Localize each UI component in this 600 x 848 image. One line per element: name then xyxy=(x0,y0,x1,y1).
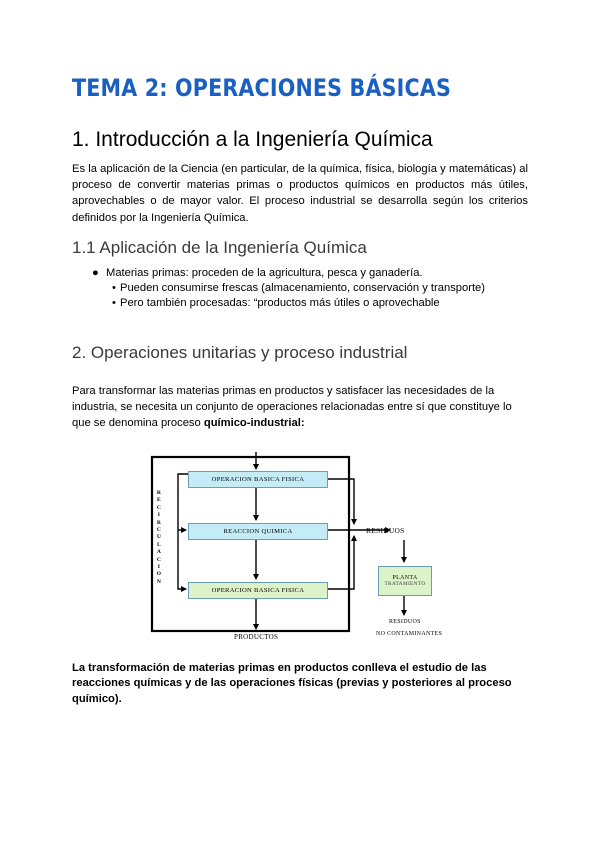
box-label: OPERACION BASICA FISICA xyxy=(211,587,305,594)
box-planta-tratamiento xyxy=(378,566,432,596)
process-paragraph xyxy=(72,383,524,432)
recirculacion-label: RECIRCULACION xyxy=(156,490,162,585)
sub-bullet-text: Pero también procesadas: “productos más útiles o aprovechable xyxy=(120,297,440,309)
box-reaccion-quimica xyxy=(188,523,328,540)
sub-bullet-text: Pueden consumirse frescas (almacenamiento, conservación y transporte) xyxy=(120,282,486,294)
sub-bullet-item xyxy=(112,281,485,296)
process-paragraph-bold: químico-industrial: xyxy=(203,417,305,430)
sub-bullet-item xyxy=(112,296,440,311)
box-label: OPERACION BASICA FISICA xyxy=(211,476,305,483)
conclusion-paragraph: La transformación de materias primas en productos conlleva el estudio de las reacciones químicas y de las operaciones físicas (previas y posteriores al proceso químico). xyxy=(72,662,512,705)
box-operacion-fisica-2 xyxy=(188,582,328,599)
residuos-nc-label-line2: NO CONTAMINANTES xyxy=(376,631,443,637)
planta-label-line1: PLANTA xyxy=(392,575,418,581)
productos-label: PRODUCTOS xyxy=(234,633,279,641)
residue-arrow xyxy=(328,479,354,524)
bullet-dot-icon: ● xyxy=(92,267,99,279)
section-heading-aplicacion: 1.1 Aplicación de la Ingeniería Química xyxy=(72,238,367,257)
process-paragraph-text: Para transformar las materias primas en productos y satisfacer las necesidades de la industria, se necesita un conjunto de operaciones relacionadas entre sí que constituye lo que se denomina proceso xyxy=(72,385,512,430)
bullet-text: Materias primas: proceden de la agricultura, pesca y ganadería. xyxy=(106,267,423,279)
recirculation-arrow xyxy=(178,474,188,589)
process-diagram xyxy=(150,452,452,644)
residuos-label: RESIDUOS xyxy=(366,526,405,535)
section-heading-operaciones: 2. Operaciones unitarias y proceso industrial xyxy=(72,343,408,362)
sub-bullet-dot-icon: • xyxy=(112,297,116,309)
planta-label-line2: TRATAMIENTO xyxy=(384,581,426,587)
intro-paragraph: Es la aplicación de la Ciencia (en particular, de la química, física, biología y matemáticas) al proceso de convertir materias primas o productos químicos en productos más útiles, aprovechables o de mayor valor. El proceso industrial se desarrolla según los criterios definidos por la Ingeniería Química. xyxy=(72,163,528,224)
bullet-item xyxy=(92,266,423,281)
section-heading-introduccion: 1. Introducción a la Ingeniería Química xyxy=(72,128,433,151)
sub-bullet-dot-icon: • xyxy=(112,282,116,294)
residuos-nc-label-line1: RESIDUOS xyxy=(389,619,421,625)
page-title: TEMA 2: OPERACIONES BÁSICAS xyxy=(72,74,452,102)
residue-arrow xyxy=(328,536,354,589)
box-operacion-fisica-1 xyxy=(188,471,328,488)
box-label: REACCION QUIMICA xyxy=(223,528,293,535)
